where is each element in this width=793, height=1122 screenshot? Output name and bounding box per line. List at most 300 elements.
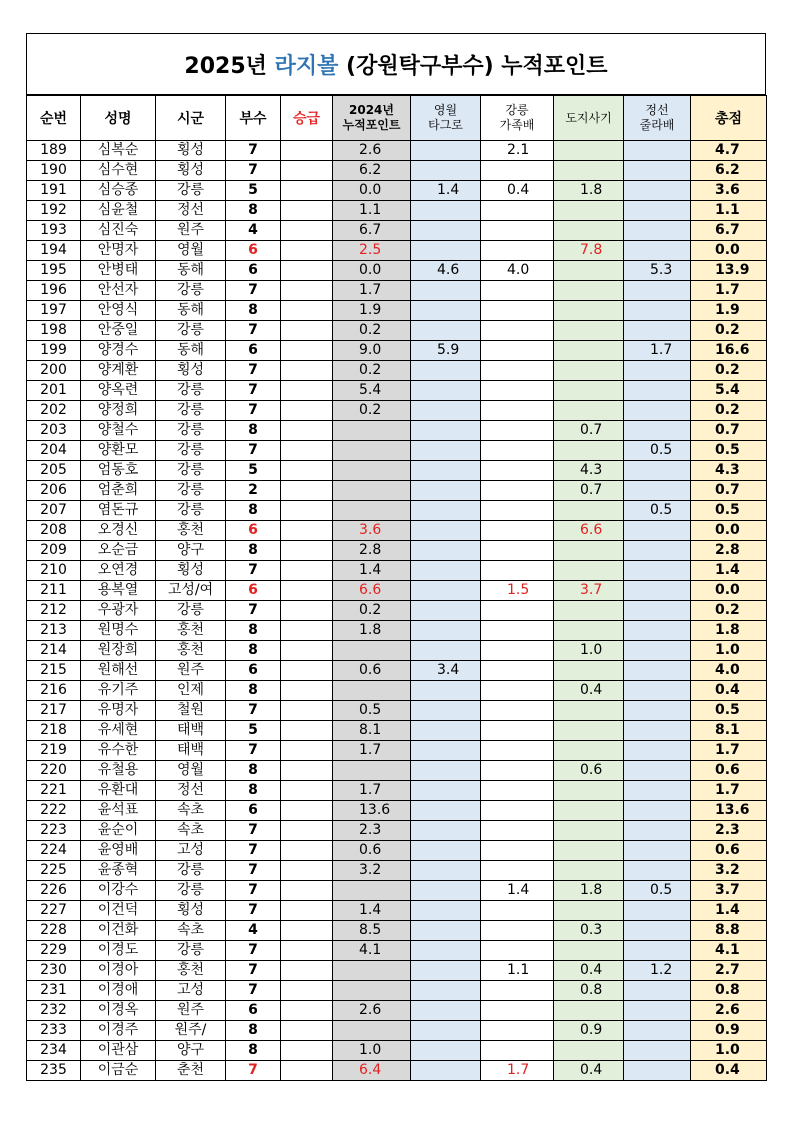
points-yeongwol bbox=[411, 161, 481, 181]
points-gangneung bbox=[481, 401, 554, 421]
points-2024 bbox=[333, 881, 411, 901]
points-gangneung bbox=[481, 1021, 554, 1041]
points-jeongseon bbox=[624, 361, 691, 381]
points-total: 6.2 bbox=[691, 161, 767, 181]
player-division: 8 bbox=[226, 301, 281, 321]
promotion-cell bbox=[281, 941, 333, 961]
points-gangneung bbox=[481, 861, 554, 881]
promotion-cell bbox=[281, 341, 333, 361]
header-gangneung-line1: 강릉 bbox=[505, 103, 529, 117]
title-suffix: (강원탁구부수) 누적포인트 bbox=[346, 53, 608, 79]
points-yeongwol bbox=[411, 641, 481, 661]
player-division: 5 bbox=[226, 461, 281, 481]
player-city: 강릉 bbox=[156, 421, 226, 441]
promotion-cell bbox=[281, 741, 333, 761]
promotion-cell bbox=[281, 701, 333, 721]
points-2024: 0.2 bbox=[333, 361, 411, 381]
player-name: 심승종 bbox=[81, 181, 156, 201]
promotion-cell bbox=[281, 481, 333, 501]
points-governor-cup bbox=[554, 861, 624, 881]
points-yeongwol bbox=[411, 481, 481, 501]
player-name: 심수현 bbox=[81, 161, 156, 181]
points-total: 2.3 bbox=[691, 821, 767, 841]
points-yeongwol bbox=[411, 1021, 481, 1041]
player-division: 5 bbox=[226, 181, 281, 201]
player-city: 철원 bbox=[156, 701, 226, 721]
player-division: 8 bbox=[226, 1041, 281, 1061]
points-2024: 6.2 bbox=[333, 161, 411, 181]
table-row bbox=[27, 661, 767, 681]
points-yeongwol: 5.9 bbox=[411, 341, 481, 361]
table-row bbox=[27, 261, 767, 281]
player-division: 7 bbox=[226, 741, 281, 761]
points-governor-cup bbox=[554, 1041, 624, 1061]
points-yeongwol bbox=[411, 1001, 481, 1021]
player-division: 7 bbox=[226, 381, 281, 401]
table-row bbox=[27, 401, 767, 421]
points-yeongwol bbox=[411, 401, 481, 421]
points-governor-cup bbox=[554, 721, 624, 741]
promotion-cell bbox=[281, 1001, 333, 1021]
player-division: 7 bbox=[226, 821, 281, 841]
promotion-cell bbox=[281, 641, 333, 661]
promotion-cell bbox=[281, 401, 333, 421]
points-gangneung bbox=[481, 221, 554, 241]
points-gangneung bbox=[481, 901, 554, 921]
promotion-cell bbox=[281, 181, 333, 201]
points-total: 1.9 bbox=[691, 301, 767, 321]
table-row bbox=[27, 741, 767, 761]
player-city: 홍천 bbox=[156, 621, 226, 641]
points-2024: 6.7 bbox=[333, 221, 411, 241]
points-2024: 0.6 bbox=[333, 661, 411, 681]
player-division: 7 bbox=[226, 281, 281, 301]
player-division: 8 bbox=[226, 641, 281, 661]
table-row bbox=[27, 781, 767, 801]
points-yeongwol bbox=[411, 1061, 481, 1081]
points-total: 0.6 bbox=[691, 761, 767, 781]
points-total: 0.4 bbox=[691, 681, 767, 701]
promotion-cell bbox=[281, 661, 333, 681]
points-gangneung bbox=[481, 161, 554, 181]
points-2024: 8.1 bbox=[333, 721, 411, 741]
player-city: 강릉 bbox=[156, 501, 226, 521]
player-city: 동해 bbox=[156, 301, 226, 321]
points-jeongseon bbox=[624, 481, 691, 501]
points-sheet bbox=[26, 33, 766, 1081]
points-jeongseon bbox=[624, 301, 691, 321]
points-yeongwol bbox=[411, 201, 481, 221]
row-number: 230 bbox=[27, 961, 81, 981]
table-row bbox=[27, 421, 767, 441]
points-2024: 3.2 bbox=[333, 861, 411, 881]
points-2024: 0.0 bbox=[333, 181, 411, 201]
points-2024: 0.0 bbox=[333, 261, 411, 281]
player-city: 횡성 bbox=[156, 361, 226, 381]
player-division: 6 bbox=[226, 261, 281, 281]
points-yeongwol bbox=[411, 541, 481, 561]
row-number: 197 bbox=[27, 301, 81, 321]
points-governor-cup bbox=[554, 801, 624, 821]
header-division: 부수 bbox=[226, 96, 281, 141]
promotion-cell bbox=[281, 541, 333, 561]
points-gangneung bbox=[481, 421, 554, 441]
points-governor-cup bbox=[554, 841, 624, 861]
player-city: 강릉 bbox=[156, 481, 226, 501]
row-number: 204 bbox=[27, 441, 81, 461]
row-number: 229 bbox=[27, 941, 81, 961]
points-governor-cup bbox=[554, 201, 624, 221]
points-2024 bbox=[333, 441, 411, 461]
points-total: 0.0 bbox=[691, 241, 767, 261]
points-yeongwol bbox=[411, 461, 481, 481]
promotion-cell bbox=[281, 681, 333, 701]
points-yeongwol bbox=[411, 501, 481, 521]
table-row bbox=[27, 601, 767, 621]
row-number: 214 bbox=[27, 641, 81, 661]
row-number: 195 bbox=[27, 261, 81, 281]
header-jeongseon bbox=[624, 96, 691, 141]
player-name: 이경아 bbox=[81, 961, 156, 981]
points-yeongwol bbox=[411, 821, 481, 841]
row-number: 206 bbox=[27, 481, 81, 501]
row-number: 199 bbox=[27, 341, 81, 361]
points-governor-cup: 6.6 bbox=[554, 521, 624, 541]
row-number: 193 bbox=[27, 221, 81, 241]
points-2024: 8.5 bbox=[333, 921, 411, 941]
points-governor-cup bbox=[554, 221, 624, 241]
row-number: 203 bbox=[27, 421, 81, 441]
player-division: 6 bbox=[226, 341, 281, 361]
player-division: 7 bbox=[226, 861, 281, 881]
player-name: 오연경 bbox=[81, 561, 156, 581]
points-jeongseon: 5.3 bbox=[624, 261, 691, 281]
promotion-cell bbox=[281, 161, 333, 181]
points-jeongseon bbox=[624, 321, 691, 341]
player-division: 7 bbox=[226, 601, 281, 621]
points-total: 8.1 bbox=[691, 721, 767, 741]
points-jeongseon bbox=[624, 601, 691, 621]
player-division: 7 bbox=[226, 401, 281, 421]
table-row bbox=[27, 221, 767, 241]
points-jeongseon bbox=[624, 801, 691, 821]
player-city: 횡성 bbox=[156, 161, 226, 181]
row-number: 189 bbox=[27, 141, 81, 161]
points-total: 0.7 bbox=[691, 421, 767, 441]
player-city: 원주/ bbox=[156, 1021, 226, 1041]
row-number: 233 bbox=[27, 1021, 81, 1041]
points-jeongseon bbox=[624, 401, 691, 421]
points-gangneung: 1.4 bbox=[481, 881, 554, 901]
promotion-cell bbox=[281, 221, 333, 241]
promotion-cell bbox=[281, 501, 333, 521]
row-number: 196 bbox=[27, 281, 81, 301]
player-city: 춘천 bbox=[156, 1061, 226, 1081]
points-gangneung bbox=[481, 381, 554, 401]
points-total: 1.0 bbox=[691, 641, 767, 661]
points-jeongseon bbox=[624, 661, 691, 681]
player-city: 정선 bbox=[156, 201, 226, 221]
points-total: 4.0 bbox=[691, 661, 767, 681]
points-yeongwol bbox=[411, 681, 481, 701]
player-name: 심윤철 bbox=[81, 201, 156, 221]
points-2024: 2.5 bbox=[333, 241, 411, 261]
table-row bbox=[27, 1021, 767, 1041]
points-jeongseon bbox=[624, 761, 691, 781]
points-jeongseon bbox=[624, 901, 691, 921]
table-row bbox=[27, 161, 767, 181]
points-jeongseon bbox=[624, 141, 691, 161]
points-2024: 4.1 bbox=[333, 941, 411, 961]
table-row bbox=[27, 281, 767, 301]
points-2024: 3.6 bbox=[333, 521, 411, 541]
header-no: 순번 bbox=[27, 96, 81, 141]
points-gangneung bbox=[481, 621, 554, 641]
points-2024 bbox=[333, 981, 411, 1001]
header-2024-line2: 누적포인트 bbox=[342, 118, 401, 132]
points-jeongseon bbox=[624, 681, 691, 701]
points-2024: 9.0 bbox=[333, 341, 411, 361]
points-yeongwol bbox=[411, 961, 481, 981]
points-governor-cup: 0.4 bbox=[554, 681, 624, 701]
player-city: 태백 bbox=[156, 721, 226, 741]
table-row bbox=[27, 481, 767, 501]
points-2024: 2.6 bbox=[333, 141, 411, 161]
player-name: 원장희 bbox=[81, 641, 156, 661]
points-jeongseon bbox=[624, 721, 691, 741]
player-name: 유철용 bbox=[81, 761, 156, 781]
promotion-cell bbox=[281, 421, 333, 441]
promotion-cell bbox=[281, 601, 333, 621]
points-jeongseon bbox=[624, 701, 691, 721]
player-name: 이건덕 bbox=[81, 901, 156, 921]
points-total: 0.5 bbox=[691, 501, 767, 521]
promotion-cell bbox=[281, 241, 333, 261]
table-row bbox=[27, 541, 767, 561]
player-name: 이경도 bbox=[81, 941, 156, 961]
header-governor-cup: 도지사기 bbox=[554, 96, 624, 141]
points-gangneung bbox=[481, 361, 554, 381]
row-number: 225 bbox=[27, 861, 81, 881]
player-name: 유명자 bbox=[81, 701, 156, 721]
points-total: 13.9 bbox=[691, 261, 767, 281]
points-gangneung bbox=[481, 741, 554, 761]
player-city: 강릉 bbox=[156, 181, 226, 201]
player-division: 8 bbox=[226, 781, 281, 801]
promotion-cell bbox=[281, 781, 333, 801]
points-gangneung bbox=[481, 341, 554, 361]
table-row bbox=[27, 641, 767, 661]
points-governor-cup bbox=[554, 401, 624, 421]
player-city: 강릉 bbox=[156, 381, 226, 401]
player-city: 횡성 bbox=[156, 141, 226, 161]
player-name: 이경애 bbox=[81, 981, 156, 1001]
row-number: 223 bbox=[27, 821, 81, 841]
player-name: 이경옥 bbox=[81, 1001, 156, 1021]
player-city: 강릉 bbox=[156, 281, 226, 301]
player-city: 홍천 bbox=[156, 961, 226, 981]
player-division: 8 bbox=[226, 761, 281, 781]
player-name: 양환모 bbox=[81, 441, 156, 461]
row-number: 228 bbox=[27, 921, 81, 941]
points-jeongseon bbox=[624, 821, 691, 841]
points-jeongseon: 0.5 bbox=[624, 501, 691, 521]
player-name: 이금순 bbox=[81, 1061, 156, 1081]
player-division: 7 bbox=[226, 141, 281, 161]
player-division: 6 bbox=[226, 581, 281, 601]
points-yeongwol bbox=[411, 881, 481, 901]
promotion-cell bbox=[281, 821, 333, 841]
player-name: 양계환 bbox=[81, 361, 156, 381]
points-2024: 1.4 bbox=[333, 901, 411, 921]
points-total: 0.4 bbox=[691, 1061, 767, 1081]
points-2024: 1.7 bbox=[333, 281, 411, 301]
points-jeongseon bbox=[624, 641, 691, 661]
player-division: 4 bbox=[226, 221, 281, 241]
points-2024: 0.2 bbox=[333, 601, 411, 621]
points-jeongseon bbox=[624, 1021, 691, 1041]
header-total: 총점 bbox=[691, 96, 767, 141]
points-governor-cup bbox=[554, 701, 624, 721]
points-2024: 1.0 bbox=[333, 1041, 411, 1061]
row-number: 210 bbox=[27, 561, 81, 581]
table-row bbox=[27, 841, 767, 861]
points-total: 3.6 bbox=[691, 181, 767, 201]
points-yeongwol bbox=[411, 361, 481, 381]
points-governor-cup bbox=[554, 621, 624, 641]
points-jeongseon bbox=[624, 521, 691, 541]
table-row bbox=[27, 1041, 767, 1061]
player-city: 강릉 bbox=[156, 861, 226, 881]
player-name: 이관삼 bbox=[81, 1041, 156, 1061]
table-row bbox=[27, 581, 767, 601]
row-number: 234 bbox=[27, 1041, 81, 1061]
player-division: 7 bbox=[226, 881, 281, 901]
points-yeongwol bbox=[411, 921, 481, 941]
points-gangneung bbox=[481, 941, 554, 961]
points-gangneung bbox=[481, 281, 554, 301]
player-name: 유수한 bbox=[81, 741, 156, 761]
promotion-cell bbox=[281, 901, 333, 921]
player-city: 동해 bbox=[156, 341, 226, 361]
points-2024 bbox=[333, 501, 411, 521]
points-2024 bbox=[333, 461, 411, 481]
points-total: 1.7 bbox=[691, 781, 767, 801]
player-city: 속초 bbox=[156, 921, 226, 941]
player-division: 7 bbox=[226, 1061, 281, 1081]
points-yeongwol: 4.6 bbox=[411, 261, 481, 281]
promotion-cell bbox=[281, 461, 333, 481]
points-gangneung bbox=[481, 521, 554, 541]
promotion-cell bbox=[281, 201, 333, 221]
row-number: 198 bbox=[27, 321, 81, 341]
row-number: 217 bbox=[27, 701, 81, 721]
points-2024: 2.8 bbox=[333, 541, 411, 561]
player-name: 엄춘희 bbox=[81, 481, 156, 501]
player-city: 고성/여 bbox=[156, 581, 226, 601]
table-row bbox=[27, 201, 767, 221]
points-gangneung bbox=[481, 661, 554, 681]
points-gangneung bbox=[481, 721, 554, 741]
player-city: 강릉 bbox=[156, 881, 226, 901]
points-2024: 5.4 bbox=[333, 381, 411, 401]
promotion-cell bbox=[281, 1061, 333, 1081]
promotion-cell bbox=[281, 561, 333, 581]
points-total: 0.2 bbox=[691, 401, 767, 421]
points-2024: 0.2 bbox=[333, 401, 411, 421]
points-total: 0.6 bbox=[691, 841, 767, 861]
table-row bbox=[27, 1001, 767, 1021]
player-city: 강릉 bbox=[156, 321, 226, 341]
points-governor-cup: 0.8 bbox=[554, 981, 624, 1001]
player-division: 2 bbox=[226, 481, 281, 501]
table-row bbox=[27, 761, 767, 781]
table-row bbox=[27, 621, 767, 641]
table-row bbox=[27, 561, 767, 581]
promotion-cell bbox=[281, 881, 333, 901]
points-total: 0.2 bbox=[691, 601, 767, 621]
points-governor-cup: 1.8 bbox=[554, 881, 624, 901]
points-governor-cup bbox=[554, 601, 624, 621]
points-governor-cup bbox=[554, 501, 624, 521]
points-2024 bbox=[333, 761, 411, 781]
row-number: 205 bbox=[27, 461, 81, 481]
points-yeongwol bbox=[411, 281, 481, 301]
player-city: 홍천 bbox=[156, 521, 226, 541]
points-yeongwol bbox=[411, 621, 481, 641]
player-name: 오경신 bbox=[81, 521, 156, 541]
points-governor-cup bbox=[554, 441, 624, 461]
row-number: 190 bbox=[27, 161, 81, 181]
row-number: 235 bbox=[27, 1061, 81, 1081]
points-gangneung bbox=[481, 781, 554, 801]
header-yeongwol bbox=[411, 96, 481, 141]
row-number: 201 bbox=[27, 381, 81, 401]
table-row bbox=[27, 241, 767, 261]
points-total: 0.9 bbox=[691, 1021, 767, 1041]
player-name: 유세현 bbox=[81, 721, 156, 741]
points-2024: 13.6 bbox=[333, 801, 411, 821]
points-governor-cup: 0.7 bbox=[554, 481, 624, 501]
table-row bbox=[27, 921, 767, 941]
player-city: 양구 bbox=[156, 541, 226, 561]
points-total: 8.8 bbox=[691, 921, 767, 941]
points-governor-cup: 0.3 bbox=[554, 921, 624, 941]
points-jeongseon: 0.5 bbox=[624, 441, 691, 461]
player-name: 윤영배 bbox=[81, 841, 156, 861]
points-gangneung bbox=[481, 641, 554, 661]
table-row bbox=[27, 441, 767, 461]
table-row bbox=[27, 461, 767, 481]
points-2024: 1.8 bbox=[333, 621, 411, 641]
player-division: 7 bbox=[226, 941, 281, 961]
row-number: 202 bbox=[27, 401, 81, 421]
table-row bbox=[27, 981, 767, 1001]
table-row bbox=[27, 721, 767, 741]
player-city: 속초 bbox=[156, 801, 226, 821]
points-governor-cup: 0.7 bbox=[554, 421, 624, 441]
table-row bbox=[27, 701, 767, 721]
points-gangneung: 0.4 bbox=[481, 181, 554, 201]
row-number: 207 bbox=[27, 501, 81, 521]
points-total: 4.7 bbox=[691, 141, 767, 161]
player-name: 유기주 bbox=[81, 681, 156, 701]
player-name: 윤종혁 bbox=[81, 861, 156, 881]
header-2024-points bbox=[333, 96, 411, 141]
player-name: 심복순 bbox=[81, 141, 156, 161]
points-2024: 1.4 bbox=[333, 561, 411, 581]
points-total: 0.2 bbox=[691, 321, 767, 341]
